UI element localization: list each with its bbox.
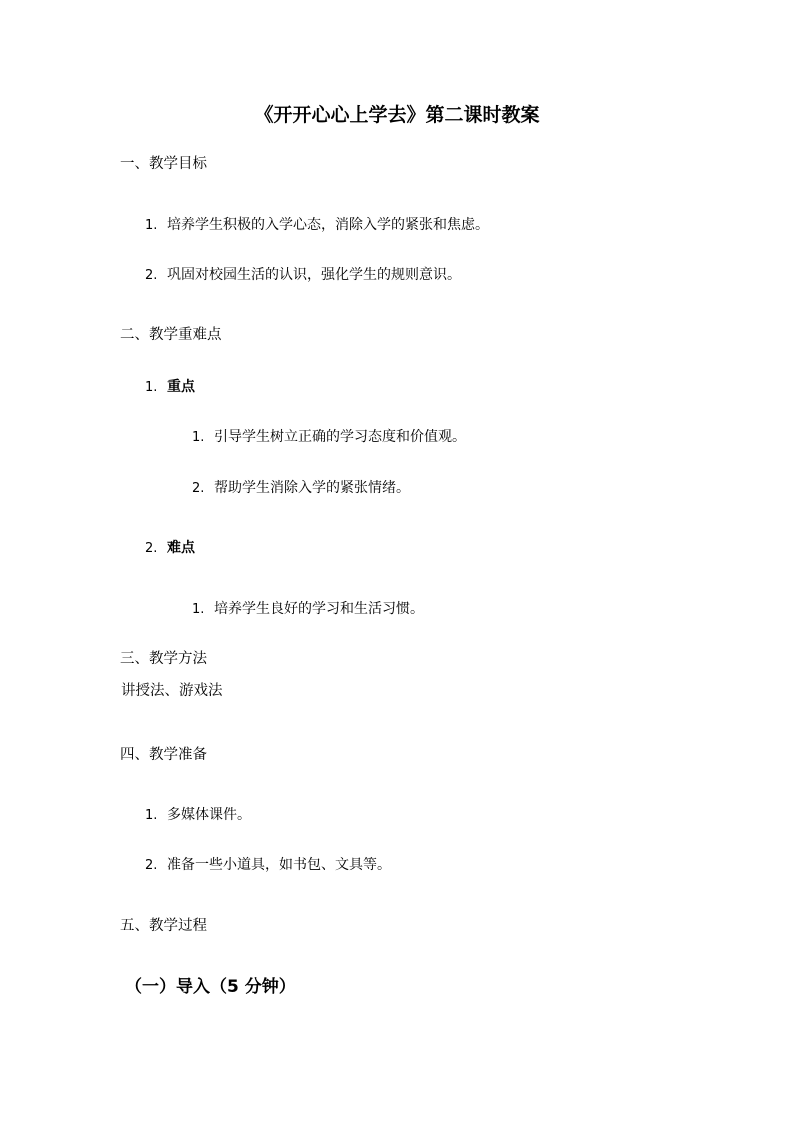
section-heading-key-points: 二、教学重难点 — [120, 327, 222, 343]
list-item — [192, 602, 424, 616]
list-item — [145, 218, 489, 232]
section-heading-process: 五、教学过程 — [120, 918, 207, 934]
list-item-text: 多媒体课件。 — [167, 807, 251, 823]
list-number: 2. — [192, 481, 205, 496]
list-item-difficult — [145, 541, 195, 555]
list-number: 2. — [145, 858, 158, 873]
list-number: 1. — [145, 808, 158, 823]
key-point-label: 重点 — [167, 379, 195, 395]
list-item-text: 培养学生积极的入学心态，消除入学的紧张和焦虑。 — [167, 217, 489, 233]
list-number: 1. — [192, 602, 205, 617]
methods-text: 讲授法、游戏法 — [121, 683, 223, 699]
list-number: 1. — [145, 380, 158, 395]
list-item-text: 帮助学生消除入学的紧张情绪。 — [214, 480, 410, 496]
list-item-text: 巩固对校园生活的认识，强化学生的规则意识。 — [167, 267, 461, 283]
section-heading-methods: 三、教学方法 — [120, 651, 207, 667]
list-number: 1. — [192, 430, 205, 445]
list-item — [192, 430, 466, 444]
difficult-point-label: 难点 — [167, 540, 195, 556]
list-number: 2. — [145, 541, 158, 556]
list-item — [145, 268, 461, 282]
list-number: 2. — [145, 268, 158, 283]
list-item-text: 引导学生树立正确的学习态度和价值观。 — [214, 429, 466, 445]
list-number: 1. — [145, 218, 158, 233]
list-item — [145, 858, 391, 872]
list-item-text: 准备一些小道具，如书包、文具等。 — [167, 857, 391, 873]
document-title: 《开开心心上学去》第二课时教案 — [254, 104, 540, 126]
list-item — [192, 481, 410, 495]
section-heading-preparation: 四、教学准备 — [120, 747, 207, 763]
list-item-text: 培养学生良好的学习和生活习惯。 — [214, 601, 424, 617]
subsection-heading-intro: （一）导入（5 分钟） — [125, 977, 296, 997]
list-item-key — [145, 380, 195, 394]
section-heading-objectives: 一、教学目标 — [120, 156, 207, 172]
list-item — [145, 808, 251, 822]
